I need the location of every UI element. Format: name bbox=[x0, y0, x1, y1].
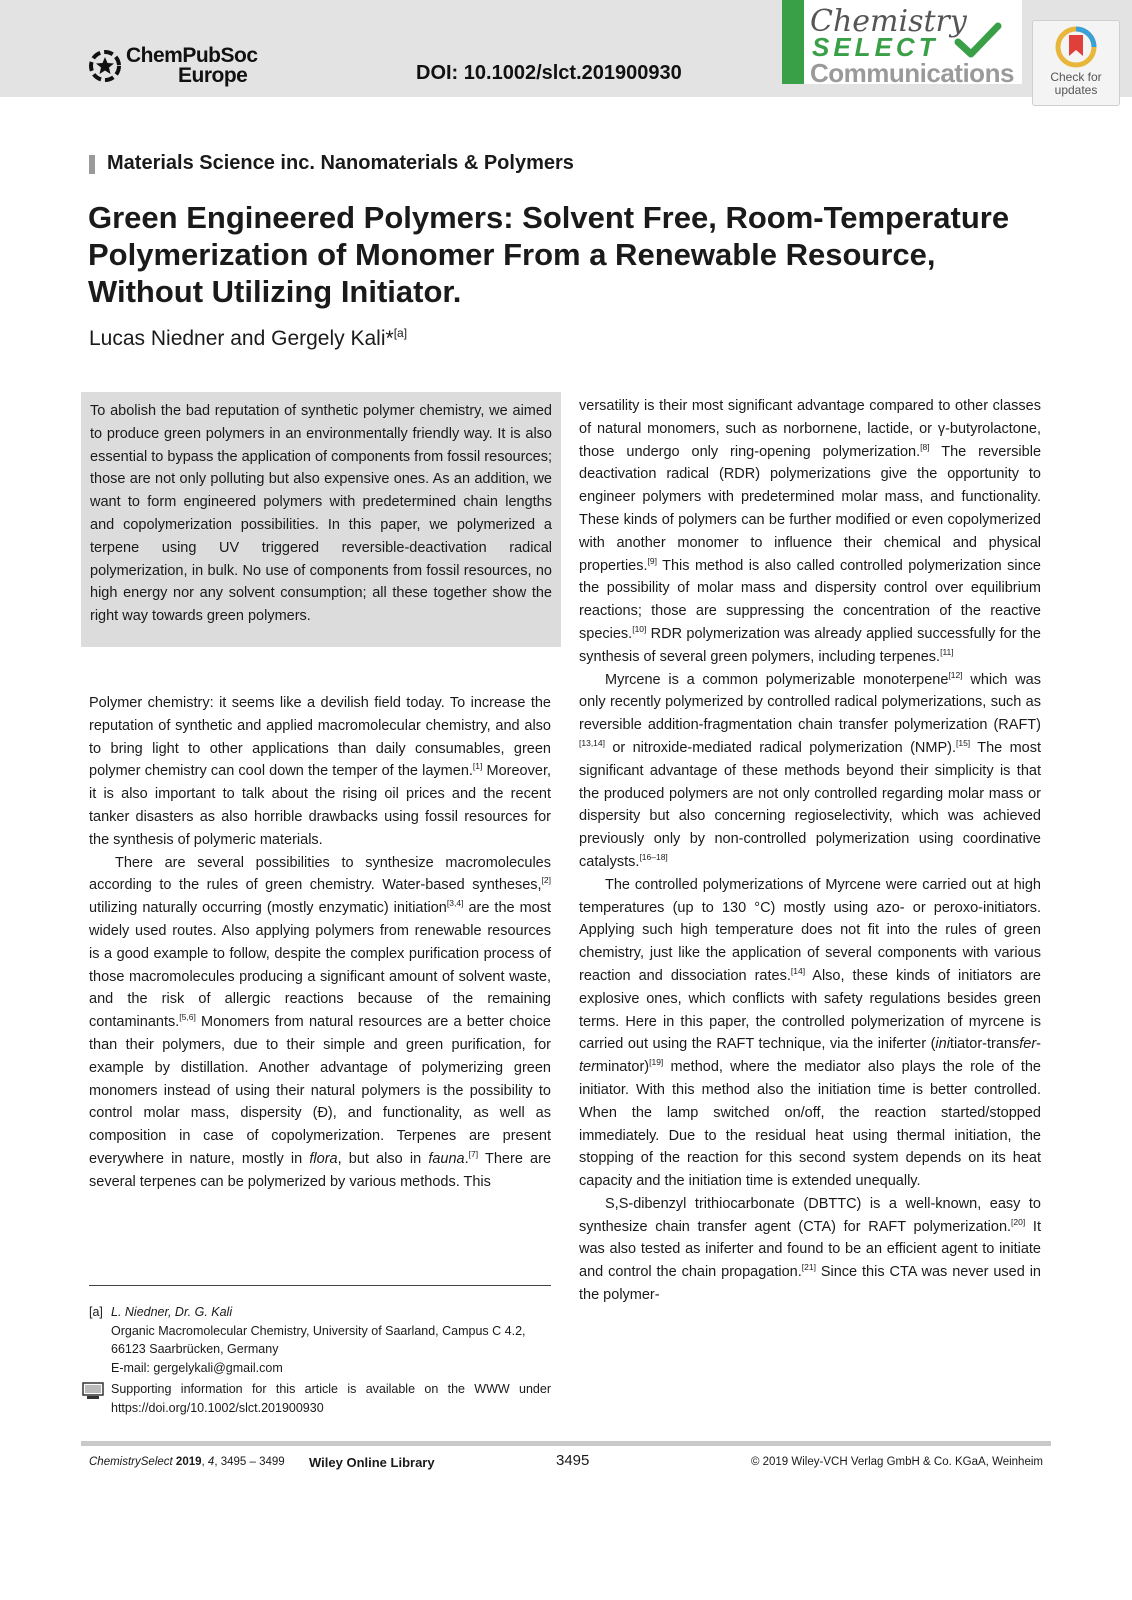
text-run: which was only recently polymerized by controlled radical polymerizations, such as reversible addition-fragmentation chain transfer polymerization (RAFT) bbox=[579, 671, 1041, 734]
text-run: RDR polymerization was already applied successfully for the synthesis of several green polymers, including terpenes. bbox=[579, 625, 1041, 665]
publisher-name-line2: Europe bbox=[178, 64, 248, 87]
footnote-tag: [a] bbox=[89, 1305, 103, 1319]
footnote-divider bbox=[89, 1285, 551, 1286]
supporting-info-note bbox=[89, 1380, 551, 1417]
text-run: . bbox=[464, 1150, 469, 1167]
computer-monitor-icon bbox=[82, 1382, 104, 1400]
text-run: , but also in bbox=[337, 1150, 429, 1167]
text-run: or nitroxide-mediated radical polymerization (NMP). bbox=[605, 739, 956, 756]
citation-link[interactable]: [13,14] bbox=[579, 737, 605, 748]
text-run: are the most widely used routes. Also applying polymers from renewable resources is a good example to follow, despite the complex purification process of those macromolecules producing a significant amount of solvent waste, and the risk of allergic reactions because of the remaining contaminants. bbox=[89, 900, 552, 1031]
text-run: The reversible deactivation radical (RDR) polymerizations give the opportunity to engineer polymers with predetermined molar mass, and functionality. These kinds of polymers can be further modified or even copolymerized with another monomer to influence their chemical and physical properties. bbox=[579, 443, 1042, 574]
footer-journal-name: ChemistrySelect bbox=[89, 1456, 173, 1468]
publisher-name-line1: ChemPubSoc bbox=[126, 44, 258, 67]
text-run: Also, these kinds of initiators are explosive ones, which conflicts with safety regulations besides green terms. Here in this paper, the controlled polymerization of myrcene is carried out using the RAFT technique, via the iniferter ( bbox=[579, 967, 1041, 1053]
updates-line2: updates bbox=[1054, 83, 1098, 97]
footer-year: 2019 bbox=[175, 1456, 202, 1468]
paragraph bbox=[89, 692, 551, 852]
text-run: tiator-trans bbox=[949, 1036, 1020, 1053]
text-run: The controlled polymerizations of Myrcene were carried out at high temperatures (up to 130 °C) mostly using azo- or peroxo-initiators. Applying such high temperature does not fit into the rules of green chemistry, just like the application of several components with various reaction and dissociation rates. bbox=[579, 876, 1041, 984]
text-run: S,S-dibenzyl trithiocarbonate (DBTTC) is a well-known, easy to synthesize chain transfer agent (CTA) for RAFT polymerization. bbox=[579, 1195, 1041, 1235]
wiley-online-library-link[interactable]: Wiley Online Library bbox=[309, 1455, 435, 1470]
citation-link[interactable]: [7] bbox=[468, 1148, 479, 1159]
affiliation-line2: 66123 Saarbrücken, Germany bbox=[111, 1342, 279, 1356]
affiliation-line1: Organic Macromolecular Chemistry, University of Saarland, Campus C 4.2, bbox=[111, 1323, 526, 1338]
journal-logo-word2: SELECT bbox=[812, 32, 939, 62]
footer-pages: , 3495 – 3499 bbox=[214, 1456, 285, 1468]
citation-link[interactable]: [12] bbox=[948, 669, 963, 680]
paragraph bbox=[579, 1193, 1041, 1307]
citation-link[interactable]: [9] bbox=[647, 555, 657, 566]
chempubsoc-star-icon bbox=[88, 44, 122, 84]
author-list bbox=[89, 326, 407, 351]
supporting-info-text[interactable]: Supporting information for this article is available on the WWW under https://doi.org/10.1002/slct.201900930 bbox=[111, 1382, 551, 1415]
paragraph bbox=[89, 852, 551, 1194]
text-run: Since this CTA was never used in the polymer- bbox=[579, 1264, 1041, 1304]
citation-link[interactable]: [16–18] bbox=[639, 851, 668, 862]
check-for-updates-button[interactable] bbox=[1032, 20, 1120, 106]
body-left-column bbox=[89, 692, 551, 1194]
journal-logo[interactable] bbox=[782, 0, 1022, 88]
paragraph bbox=[579, 395, 1041, 669]
checkmark-icon bbox=[954, 22, 1002, 62]
publisher-logo[interactable] bbox=[88, 42, 258, 88]
text-run: utilizing naturally occurring (mostly enzymatic) initiation bbox=[89, 900, 447, 917]
italic-term: fauna bbox=[428, 1150, 465, 1167]
text-run: - bbox=[1036, 1036, 1041, 1053]
citation-link[interactable]: [8] bbox=[920, 441, 930, 452]
text-run: There are several terpenes can be polymerized by various methods. This bbox=[89, 1150, 552, 1190]
footnote-authors: L. Niedner, Dr. G. Kali bbox=[111, 1305, 233, 1319]
copyright-notice: © 2019 Wiley-VCH Verlag GmbH & Co. KGaA, Weinheim bbox=[750, 1456, 1043, 1468]
text-run: The most significant advantage of these methods beyond their simplicity is that the produced polymers are not only controlled regarding molar mass or dispersity but also concerning regioselectivity, which was achieved previously only by non-controlled polymerization using coordinative catalysts. bbox=[579, 739, 1041, 870]
citation-link[interactable]: [21] bbox=[801, 1262, 816, 1273]
italic-term: flora bbox=[309, 1150, 338, 1167]
footnotes bbox=[89, 1303, 551, 1417]
paragraph bbox=[579, 669, 1041, 874]
text-run: method, where the mediator also plays the role of the initiator. With this method also the initiation time is better controlled. When the lamp switched on/off, the reaction started/stopped immediately. Due to the residual heat using thermal initiation, the stopping of the reaction for this second system depends on its heat capacity and the initiation time is extended unequally. bbox=[579, 1059, 1041, 1190]
citation-link[interactable]: [19] bbox=[649, 1057, 664, 1068]
text-run: Polymer chemistry: it seems like a devilish field today. To increase the reputation of synthetic and applied macromolecular chemistry, and also to bring light to other applications than daily consumables, green polymer chemistry can cool down the temper of the laymen. bbox=[89, 695, 551, 780]
abstract-text: To abolish the bad reputation of synthetic polymer chemistry, we aimed to produce green polymers in an environmentally friendly way. It is also essential to bypass the application of components from fossil resources; those are not only polluting but also expensive ones. As an addition, we want to form engineered polymers with predetermined chain lengths and copolymerization possibilities. In this paper, we polymerized a terpene using UV triggered reversible-deactivation radical polymerization, in bulk. No use of components from fossil resources, no high energy nor any solvent consumption; all these together show the right way towards green polymers. bbox=[90, 403, 552, 625]
citation-link[interactable]: [5,6] bbox=[179, 1012, 196, 1023]
paragraph bbox=[579, 874, 1041, 1193]
text-run: Moreover, it is also important to talk about the rising oil prices and the recent tanker disasters as also horrible drawbacks using fossil resources for the synthesis of polymeric materials. bbox=[89, 763, 551, 848]
text-run: It was also tested as iniferter and found to be an efficient agent to initiate and control the chain propagation. bbox=[579, 1218, 1041, 1281]
journal-logo-bar bbox=[782, 0, 804, 84]
citation-link[interactable]: [15] bbox=[955, 737, 971, 748]
citation-link[interactable]: [10] bbox=[632, 623, 647, 634]
footer-volume: 4 bbox=[207, 1456, 215, 1468]
citation-link[interactable]: [3,4] bbox=[446, 898, 464, 909]
check-for-updates-label bbox=[1033, 71, 1119, 97]
footer-citation: ChemistrySelect 2019, 4, 3495 – 3499 bbox=[89, 1456, 285, 1468]
affiliation-footnote bbox=[89, 1303, 551, 1377]
page-number: 3495 bbox=[556, 1452, 590, 1469]
footer-divider bbox=[81, 1441, 1051, 1446]
updates-line1: Check for bbox=[1050, 70, 1102, 84]
citation-link[interactable]: [2] bbox=[541, 875, 551, 886]
italic-term: fer bbox=[1019, 1036, 1037, 1053]
citation-link[interactable]: [14] bbox=[790, 965, 806, 976]
text-run: Monomers from natural resources are a better choice than their polymers, due to their simple and green purification, for example by distillation. Another advantage of polymerizing green monomers instead of using their natural polymers is the possibility to control molar mass, dispersity (Đ), and functionality, as well as composition in case of copolymerization. Terpenes are present everywhere in nature, mostly in bbox=[89, 1014, 551, 1167]
article-title: Green Engineered Polymers: Solvent Free, Room-Temperature Polymerization of Monomer From a Renewable Resource, Without Utilizing Initiator. bbox=[88, 200, 1010, 309]
italic-term: ini bbox=[935, 1036, 950, 1053]
doi-link[interactable]: DOI: 10.1002/slct.201900930 bbox=[416, 62, 682, 84]
text-run: This method is also called controlled polymerization since the possibility of molar mass and dispersity control over equilibrium reactions; those are suppressing the concentration of the reactive species. bbox=[579, 557, 1041, 642]
body-right-column bbox=[579, 395, 1041, 1307]
author-email[interactable]: E-mail: gergelykali@gmail.com bbox=[111, 1360, 283, 1375]
citation-link[interactable]: [11] bbox=[940, 646, 954, 657]
section-label bbox=[89, 152, 574, 175]
crossmark-icon bbox=[1055, 26, 1097, 68]
citation-link[interactable]: [1] bbox=[472, 761, 483, 772]
italic-term: ter bbox=[579, 1059, 596, 1076]
abstract-box bbox=[81, 392, 561, 647]
author-names: Lucas Niedner and Gergely Kali* bbox=[89, 327, 394, 350]
citation-link[interactable]: [20] bbox=[1011, 1216, 1026, 1227]
text-run: There are several possibilities to synthesize macromolecules according to the rules of green chemistry. Water-based syntheses, bbox=[89, 854, 551, 894]
section-label-text: Materials Science inc. Nanomaterials & Polymers bbox=[107, 152, 574, 174]
affiliation-marker[interactable]: [a] bbox=[393, 326, 408, 340]
text-run: Myrcene is a common polymerizable monoterpene bbox=[605, 671, 949, 688]
text-run: minator) bbox=[595, 1059, 650, 1076]
journal-logo-word1: Chemistry bbox=[810, 4, 967, 39]
text-run: versatility is their most significant advantage compared to other classes of natural monomers, such as norbornene, lactide, or γ-butyrolactone, those undergo only ring-opening polymerization. bbox=[579, 398, 1041, 460]
journal-logo-word3: Communications bbox=[810, 58, 1014, 88]
